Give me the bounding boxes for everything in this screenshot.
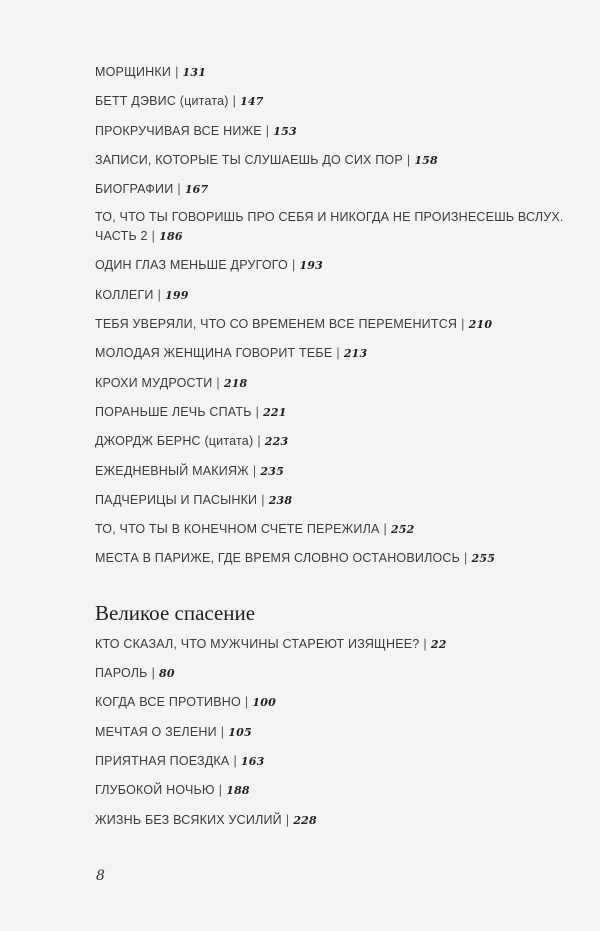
page-number: 210 [468, 318, 493, 332]
toc-entry [95, 634, 575, 663]
toc-entry [95, 810, 575, 839]
entry-title: ЗАПИСИ, КОТОРЫЕ ТЫ СЛУШАЕШЬ ДО СИХ ПОР [95, 152, 403, 167]
entry-title: МЕЧТАЯ О ЗЕЛЕНИ [95, 724, 217, 739]
entry-title: МОЛОДАЯ ЖЕНЩИНА ГОВОРИТ ТЕБЕ [95, 346, 333, 361]
toc-entry [95, 373, 575, 402]
separator: | [383, 522, 387, 537]
entry-title: ЕЖЕДНЕВНЫЙ МАКИЯЖ [95, 463, 249, 478]
separator: | [233, 753, 237, 768]
page-number: 221 [263, 405, 287, 419]
toc-entry [95, 285, 575, 314]
separator: | [157, 287, 162, 302]
separator: | [336, 346, 340, 361]
toc-entry [95, 431, 575, 460]
toc-entry [95, 121, 575, 150]
separator: | [255, 404, 260, 419]
separator: | [257, 434, 261, 449]
page-number: 147 [240, 95, 264, 109]
page-number: 238 [268, 493, 293, 507]
toc-entry [95, 255, 575, 284]
separator: | [151, 229, 156, 244]
toc-entry [95, 663, 575, 692]
page-number: 167 [184, 183, 209, 197]
entry-title: ГЛУБОКОЙ НОЧЬЮ [95, 783, 215, 798]
separator: | [232, 94, 237, 109]
page-number: 235 [260, 464, 284, 478]
separator: | [177, 182, 181, 197]
separator: | [285, 812, 290, 827]
entry-title: ПАРОЛЬ [95, 666, 148, 681]
entry-title: ТО, ЧТО ТЫ В КОНЕЧНОМ СЧЕТЕ ПЕРЕЖИЛА [95, 522, 380, 537]
toc-entry [95, 314, 575, 343]
separator: | [261, 492, 265, 507]
separator: | [151, 666, 156, 681]
separator: | [218, 783, 223, 798]
toc-entry [95, 692, 575, 721]
entry-title: ОДИН ГЛАЗ МЕНЬШЕ ДРУГОГО [95, 258, 288, 273]
separator: | [291, 258, 296, 273]
page-number: 213 [343, 347, 368, 361]
entry-title: ПРОКРУЧИВАЯ ВСЕ НИЖЕ [95, 123, 262, 138]
separator: | [406, 152, 411, 167]
page-number: 105 [228, 725, 252, 739]
page-number: 228 [293, 813, 317, 827]
page-number: 218 [223, 376, 248, 390]
entry-title: КРОХИ МУДРОСТИ [95, 375, 213, 390]
page-number: 131 [182, 66, 207, 79]
entry-subtitle: ЧАСТЬ 2 [95, 229, 148, 244]
page-folio: 8 [96, 868, 105, 884]
entry-title: ТО, ЧТО ТЫ ГОВОРИШЬ ПРО СЕБЯ И НИКОГДА НЕ ПРОИЗНЕСЕШЬ ВСЛУХ. [95, 210, 564, 225]
separator: | [252, 463, 257, 478]
page-number: 255 [471, 552, 496, 566]
page-number: 163 [240, 754, 265, 768]
toc-entry [95, 208, 575, 246]
section-title: Великое спасение [95, 600, 256, 625]
page-number: 193 [299, 259, 323, 273]
toc-entry [95, 722, 575, 751]
toc-entry [95, 548, 575, 577]
page-number: 199 [165, 288, 189, 302]
page-number: 80 [159, 667, 175, 681]
separator: | [175, 65, 179, 79]
toc-entry [95, 62, 575, 91]
entry-title: ПРИЯТНАЯ ПОЕЗДКА [95, 753, 230, 768]
toc-entry [95, 150, 575, 179]
separator: | [265, 123, 270, 138]
entry-title: КОЛЛЕГИ [95, 287, 154, 302]
page-number: 186 [159, 230, 183, 244]
page-number: 158 [414, 153, 438, 167]
entry-title: ПОРАНЬШЕ ЛЕЧЬ СПАТЬ [95, 404, 252, 419]
separator: | [461, 317, 465, 332]
toc-entry [95, 751, 575, 780]
separator: | [216, 375, 220, 390]
entry-title: КТО СКАЗАЛ, ЧТО МУЖЧИНЫ СТАРЕЮТ ИЗЯЩНЕЕ? [95, 636, 420, 651]
separator: | [423, 636, 427, 651]
toc-entry [95, 402, 575, 431]
entry-title: МЕСТА В ПАРИЖЕ, ГДЕ ВРЕМЯ СЛОВНО ОСТАНОВИЛОСЬ [95, 551, 461, 566]
entry-title: КОГДА ВСЕ ПРОТИВНО [95, 695, 241, 710]
toc-entry [95, 91, 575, 120]
entry-title-continued [95, 227, 575, 246]
entry-title: ПАДЧЕРИЦЫ И ПАСЫНКИ [95, 492, 258, 507]
entry-title: МОРЩИНКИ [95, 65, 172, 79]
page-number: 100 [252, 696, 276, 710]
page-number: 223 [264, 435, 289, 449]
page-number: 188 [226, 784, 250, 798]
toc-entry [95, 179, 575, 208]
separator: | [220, 724, 225, 739]
toc-entry [95, 519, 575, 548]
page-number: 252 [390, 523, 415, 537]
separator: | [464, 551, 468, 566]
entry-title: БЕТТ ДЭВИС (цитата) [95, 94, 229, 109]
toc-entry [95, 343, 575, 372]
page-number: 153 [273, 124, 297, 138]
toc-entry [95, 490, 575, 519]
toc-entry [95, 780, 575, 809]
toc-entry [95, 461, 575, 490]
separator: | [244, 695, 249, 710]
entry-title: БИОГРАФИИ [95, 182, 174, 197]
table-of-contents [95, 62, 575, 839]
entry-title: ДЖОРДЖ БЕРНС (цитата) [95, 434, 254, 449]
entry-title: ЖИЗНЬ БЕЗ ВСЯКИХ УСИЛИЙ [95, 812, 282, 827]
page-number: 22 [430, 637, 447, 651]
entry-title: ТЕБЯ УВЕРЯЛИ, ЧТО СО ВРЕМЕНЕМ ВСЕ ПЕРЕМЕНИТСЯ [95, 317, 458, 332]
